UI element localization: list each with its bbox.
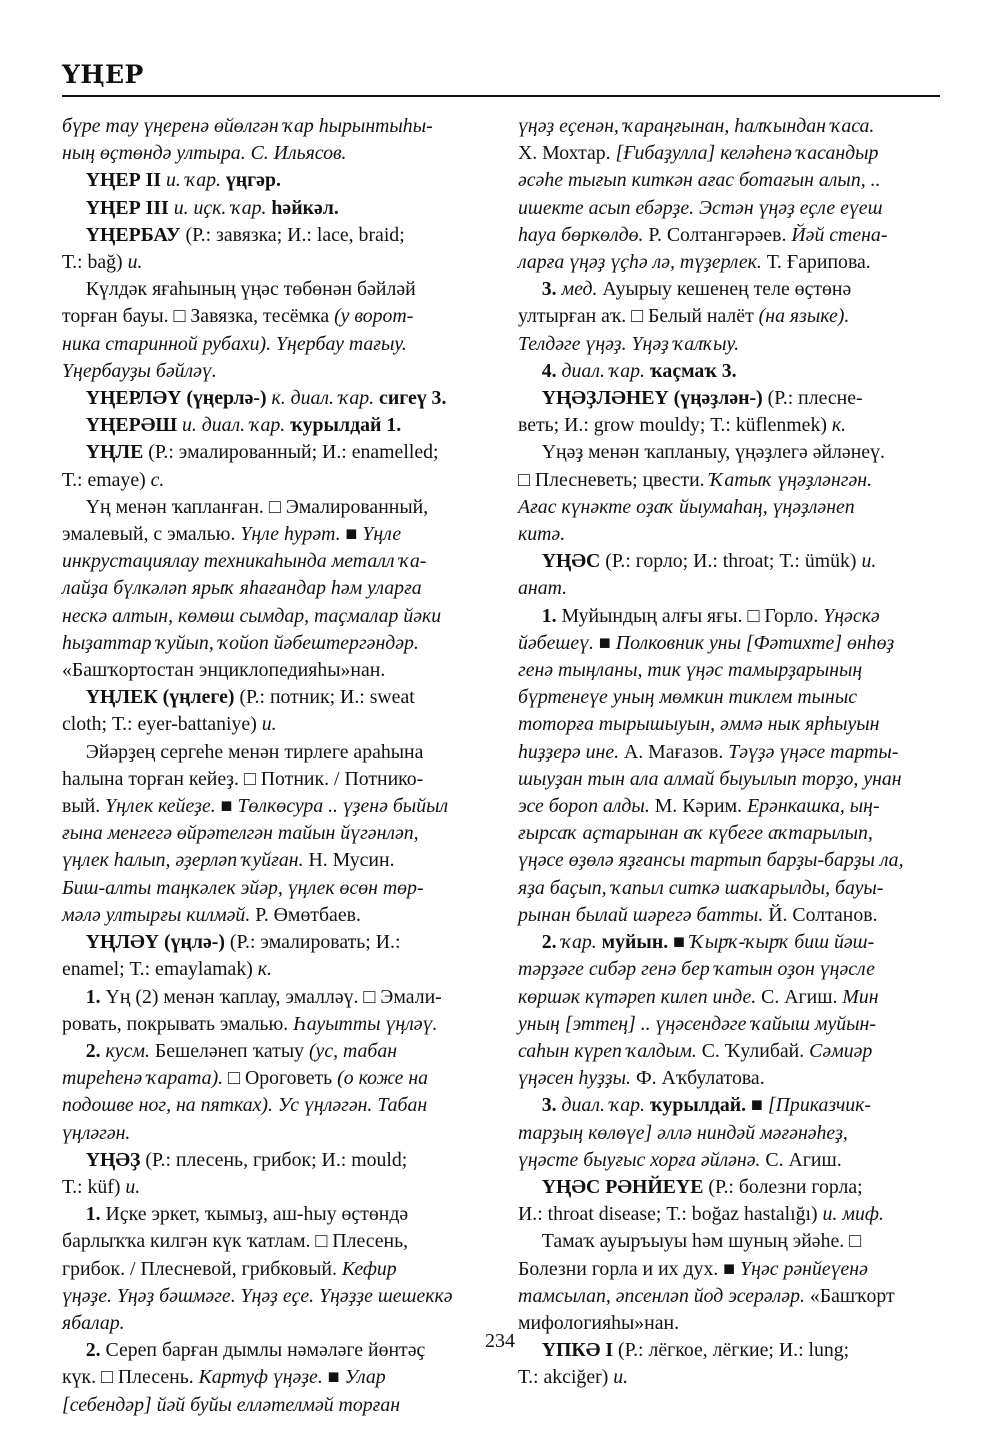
entry-unlek: ҮҢЛЕК (үңлеге) (Р.: потник; И.: sweat cloth; Т.: eyer-battaniye) и. (62, 686, 415, 736)
sense-unas-1: 1. Муйындың алғы яғы. □ Горло. Үңәскә йәбешеү. ■ Полковник уны [Фәтихте] өнһөҙ генә тыңланы, тик үңәс тамырҙарының бүртенеүе уның мөмкин тиклем тыныс тоторға тырышыуын, әммә нык ярһыуын һиҙҙерә ине. А. Мағазов. Тәүҙә үңәсе тарты- шыуҙан тын ала алмай быуылып торҙо, унан эсе бороп алды. М. Кәрим. Ерәнкашка, ың- ғырсаҡ аҫтарынан аҡ күбеге аҡтарылып, үңәсе өҙөлә яҙғансы тартып барҙы-барҙы ла, яҙа баҫып, ҡапыл ситкә шаҡарылды, бауы- рынан былай шәрегә батты. Й. Солтанов. (518, 604, 904, 926)
entry-unas: ҮҢӘС (Р.: горло; И.: throat; Т.: ümük) и. анат. (518, 550, 877, 600)
entry-unas-raniyeu: ҮҢӘС РӘНЙЕҮЕ (Р.: болезни горла; И.: throat disease; Т.: boğaz hastalığı) и. миф. (518, 1175, 884, 1226)
entry-uner-3: ҮҢЕР III и. иҫк. ҡар. һәйкәл. (85, 196, 339, 219)
header-rule (62, 95, 940, 97)
entry-continuation: бүре тау үңеренә өйөлгән ҡар һырынтыһы- ның өҫтөндә ултыра. С. Ильясов. (62, 115, 433, 165)
sense-unlau-1: 1. Үң (2) менән ҡаплау, эмалләү. □ Эмали- ровать, покрывать эмалью. Һауытты үңләү. (62, 985, 442, 1035)
entry-uner-2: ҮҢЕР II и. ҡар. үңгәр. (85, 169, 281, 192)
left-column (62, 113, 480, 1419)
entry-unazlaneu: ҮҢӘҘЛӘНЕҮ (үңәҙлән-) (Р.: плесне- веть; И.: grow mouldy; Т.: küflenmek) к. (518, 387, 863, 437)
sense-unaz-3: 3. мед. Ауырыу кешенең теле өҫтөнә ултырған аҡ. □ Белый налёт (на языке). Телдәге үңәҙ. Үңәҙ ҡалҡыу. (518, 278, 852, 355)
sense-unlau-2: 2. кусм. Бешеләнеп ҡатыу (ус, табан тиреһенә ҡарата). □ Ороговеть (о коже на подошве ног, на пятках). Ус үңләгән. Табан үңләгән. (62, 1039, 429, 1144)
definition-unlek: Эйәрҙең сергеһе менән тирлеге араһына һалына торған кейеҙ. □ Потник. / Потнико- вый. Үңлек кейеҙе. ■ Төлкөсура .. үҙенә быйыл ғына менгегә өйрәтелгән тайын йүгәнләп, үңлек һалып, әҙерләп ҡуйған. Н. Мусин. Биш-алты таңкәлек эйәр, үңлек өсөн төр- мәлә ултырғы килмәй. Р. Өмөтбаев. (62, 740, 449, 926)
sense-unaz-2: 2. Сереп барған дымлы нәмәләге йөнтәҫ күк. □ Плесень. Картуф үңәҙе. ■ Улар [себендәр] йәй буйы елләтелмәй торған (62, 1339, 426, 1416)
sense-unas-2: 2. ҡар. муйын. ■ Ҡырҡ-ҡырҡ биш йәш- тәрҙәге сибәр генә бер ҡатын оҙон үңәсле көршәк күтәреп килеп инде. С. Агиш. Мин уның [эттең] .. үңәсендәге ҡайыш муйын- саһын күреп ҡалдым. С. Ҡулибай. Сәмиәр үңәсен һуҙҙы. Ф. Аҡбулатова. (518, 931, 879, 1090)
definition-unas-raniyeu: Тамаҡ ауыръыуы һәм шуның эйәһе. □ Болезни горла и их дух. ■ Үңәс рәнйеүенә тамсылап, әпсенләп йод эсерәләр. «Башҡорт мифологияһы»нан. (518, 1230, 895, 1334)
sense-unaz-1: 1. Иҫке эркет, ҡымыҙ, аш-һыу өҫтөндә барлыҡҡа килгән күк ҡатлам. □ Плесень, грибок. / Плесневой, грибковый. Кефир үңәҙе. Үңәҙ бәшмәге. Үңәҙ еҫе. Үңәҙҙе шешеккә ябалар. (62, 1203, 453, 1334)
entry-unerbau: ҮҢЕРБАУ (Р.: завязка; И.: lace, braid; Т.: bağ) и. (62, 223, 405, 274)
sense-unaz-2-continued: үңәҙ еҫенән, ҡараңғынан, һалҡындан ҡаса. Х. Мохтар. [Ғибаҙулла] келәһенә ҡасандыр әсәһе тығып киткән ағас ботағын алып, .. ишекте асып ебәрҙе. Эстән үңәҙ еҫле еүеш һауа бөркөлдө. Р. Солтангәрәев. Йәй стена- ларға үңәҙ үҫһә лә, түҙерлек. Т. Ғарипова. (518, 115, 888, 274)
definition-unazlaneu: Үңәҙ менән ҡапланыу, үңәҙлегә әйләнеү. □ Плесневеть; цвести. Ҡатыҡ үңәҙләнгән. Ағас күнәкте оҙаҡ йыумаһаң, үңәҙләнеп китә. (518, 441, 885, 546)
entry-unerlau: ҮҢЕРЛӘҮ (үңерлә-) к. диал. ҡар. сигеү 3. (85, 387, 447, 410)
entry-unerash: ҮҢЕРӘШ и. диал. ҡар. ҡурылдай 1. (85, 414, 402, 437)
definition-unerbau: Күлдәк яғаһының үңәс төбөнән бәйләй торған бауы. □ Завязка, тесёмка (у ворот- ника старинной рубахи). Үңербау тағыу. Үңербауҙы бәйләү. (62, 278, 416, 382)
entry-upka: ҮПКӘ I (Р.: лёгкое, лёгкие; И.: lung; Т.: akciğer) и. (518, 1339, 850, 1389)
sense-unas-3: 3. диал. ҡар. ҡурылдай. ■ [Приказчик- тарҙың көлөүе] әллә ниндәй мәғәнәһеҙ, үңәсте быуғыс хорға әйләнә. С. Агиш. (518, 1094, 871, 1171)
page-number: 234 (485, 1330, 515, 1352)
definition-unle: Үң менән ҡапланған. □ Эмалированный, эмалевый, с эмалью. Үңле һурәт. ■ Үңле инкрустациялау техникаһында металл ҡа- лайҙа бүлкәләп ярыҡ яһағандар һәм уларға нескә алтын, көмөш сымдар, таҫмалар йәки һыҙаттар ҡуйып, ҡойоп йәбештергәндәр. «Башҡортостан энциклопедияһы»нан. (62, 495, 442, 682)
right-column (518, 113, 940, 1392)
sense-unaz-4: 4. диал. ҡар. ҡаçмаҡ 3. (541, 359, 737, 382)
entry-unle: ҮҢЛЕ (Р.: эмалированный; И.: enamelled; Т.: emaye) с. (62, 441, 439, 491)
entry-unlau: ҮҢЛӘҮ (үңлә-) (Р.: эмалировать; И.: enamel; Т.: emaylamak) к. (62, 931, 401, 981)
entry-unaz: ҮҢӘҘ (Р.: плесень, грибок; И.: mould; Т.: küf) и. (62, 1148, 408, 1198)
running-header: ҮҢЕР (62, 60, 144, 89)
